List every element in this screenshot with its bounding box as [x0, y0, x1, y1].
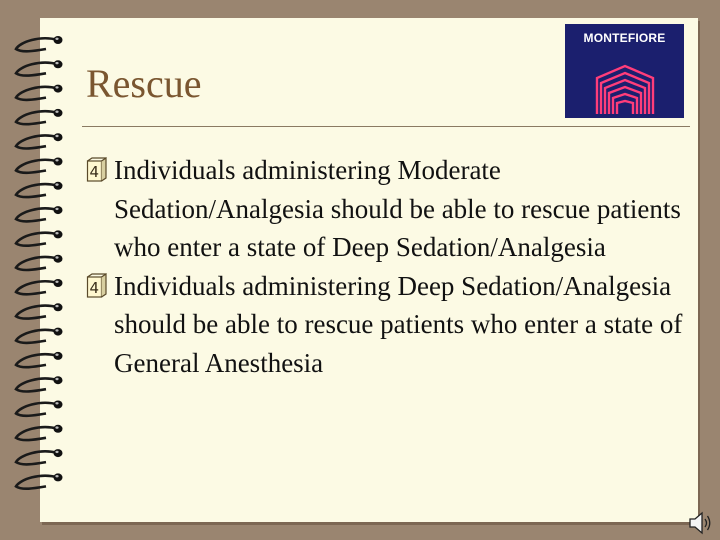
- svg-text:4: 4: [89, 278, 100, 297]
- spiral-ring: [16, 158, 63, 173]
- logo-mark-icon: [595, 56, 655, 114]
- spiral-ring: [16, 255, 63, 270]
- spiral-ring: [16, 133, 63, 148]
- spiral-ring: [16, 303, 63, 318]
- bullet-item: [86, 267, 696, 383]
- spiral-ring: [16, 85, 63, 100]
- spiral-binding-icon: [0, 0, 72, 540]
- spiral-ring: [16, 206, 63, 221]
- spiral-ring: [16, 449, 63, 464]
- spiral-ring: [16, 328, 63, 343]
- bullet-text: Individuals administering Deep Sedation/Analgesia should be able to rescue patients who enter a state of General Anesthesia: [114, 270, 683, 378]
- bullet-item: [86, 151, 696, 267]
- logo-text: MONTEFIORE: [583, 31, 666, 45]
- spiral-ring: [16, 36, 63, 51]
- bullet-text: Individuals administering Moderate Sedation/Analgesia should be able to rescue patients who enter a state of Deep Sedation/Analgesia: [114, 155, 681, 262]
- spiral-ring: [16, 473, 63, 488]
- slide-title: Rescue: [86, 61, 202, 106]
- spiral-ring: [16, 376, 63, 391]
- spiral-ring: [16, 279, 63, 294]
- spiral-ring: [16, 401, 63, 416]
- bullet-list: [86, 151, 696, 382]
- spiral-ring: [16, 425, 63, 440]
- spiral-ring: [16, 182, 63, 197]
- spiral-ring: [16, 230, 63, 245]
- number-4-box-icon: [86, 157, 108, 183]
- montefiore-logo: [565, 24, 684, 118]
- title-divider: [82, 126, 690, 127]
- svg-text:4: 4: [89, 163, 100, 181]
- spiral-ring: [16, 60, 63, 75]
- speaker-icon[interactable]: [688, 510, 712, 536]
- spiral-ring: [16, 352, 63, 367]
- number-4-box-icon: [86, 273, 108, 299]
- spiral-ring: [16, 109, 63, 124]
